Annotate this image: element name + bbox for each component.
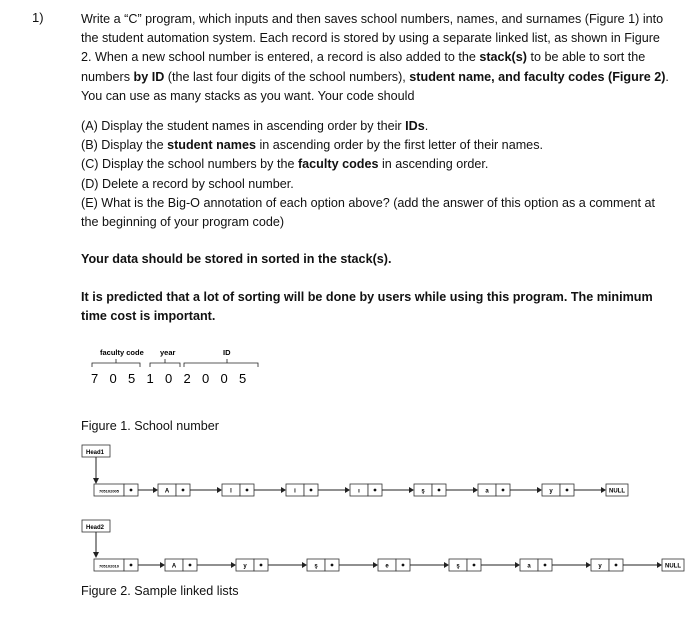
node-link-arrowhead xyxy=(586,562,591,568)
time-cost-note: It is predicted that a lot of sorting will be done by users while using this program. The minimum time cost is important. xyxy=(81,290,653,324)
node-value: ş xyxy=(314,563,318,570)
node-value: 705102010 xyxy=(98,563,120,569)
storage-note: Your data should be stored in sorted in the stack(s). xyxy=(81,252,392,266)
pointer-dot xyxy=(189,564,192,567)
text-run: . You can use as many stacks as you want. Your code should xyxy=(81,69,669,103)
pointer-dot xyxy=(473,564,476,567)
school-number-digits xyxy=(91,371,246,386)
text-run: (D) Delete a record by school number. xyxy=(81,176,294,191)
pointer-dot xyxy=(566,489,569,492)
node-link-arrowhead xyxy=(444,562,449,568)
school-number-digit: 7 xyxy=(91,371,99,386)
node-value: NULL xyxy=(665,563,681,570)
text-run: (A) Display the student names in ascending order by their xyxy=(81,119,406,133)
node-link-arrowhead xyxy=(302,562,307,568)
pointer-dot xyxy=(402,564,405,567)
option-item xyxy=(81,194,671,232)
node-value: ı xyxy=(358,488,360,495)
node-link-arrowhead xyxy=(231,562,236,568)
text-run: in ascending order. xyxy=(378,157,489,172)
node-link-arrowhead xyxy=(281,487,286,493)
year-label: year xyxy=(160,348,176,357)
bold-text-run: student name, and faculty codes (Figure 2) xyxy=(409,69,666,84)
option-item xyxy=(81,117,671,136)
school-number-digit: 2 xyxy=(183,371,191,386)
node-link-arrowhead xyxy=(537,487,542,493)
text-run: in ascending order by the first letter of their names. xyxy=(255,138,543,153)
option-item xyxy=(81,155,671,174)
node-value: l xyxy=(230,488,232,495)
school-number-figure xyxy=(88,343,288,393)
head2-pointer-arrowhead xyxy=(93,552,99,558)
node-link-arrowhead xyxy=(473,487,478,493)
text-run: to be able to sort the numbers xyxy=(81,50,646,84)
bold-text-run: stack(s) xyxy=(479,50,527,65)
text-run: Write a “C” program, which inputs and then saves school numbers, names, and surnames (Figure 1) into the student automation system. Each record is stored by using a separate linked list, as shown in Figure 2. When a new school number is entered, a record is also added to the xyxy=(81,12,664,65)
node-value: i xyxy=(294,488,296,495)
text-run: (C) Display the school numbers by the xyxy=(81,157,298,172)
node-value: NULL xyxy=(609,488,625,495)
school-number-digit: 0 xyxy=(220,371,228,386)
question-intro xyxy=(81,10,671,106)
linked-lists-figure xyxy=(78,442,698,582)
school-number-digit: 0 xyxy=(165,371,173,386)
school-number-digit: 5 xyxy=(239,371,247,386)
figure2-caption: Figure 2. Sample linked lists xyxy=(81,584,239,598)
pointer-dot xyxy=(544,564,547,567)
linked-list-1 xyxy=(94,484,628,496)
options-list xyxy=(81,117,671,232)
bold-text-run: student names xyxy=(167,138,256,153)
figure1-caption: Figure 1. School number xyxy=(81,419,219,433)
node-value: a xyxy=(527,563,531,570)
pointer-dot xyxy=(374,489,377,492)
node-link-arrowhead xyxy=(160,562,165,568)
bold-text-run: IDs xyxy=(405,119,425,133)
node-link-arrowhead xyxy=(153,487,158,493)
head1-label: Head1 xyxy=(86,450,105,456)
node-link-arrowhead xyxy=(217,487,222,493)
faculty-code-label: faculty code xyxy=(100,348,144,357)
option-item xyxy=(81,175,671,194)
id-brace xyxy=(184,359,258,367)
pointer-dot xyxy=(246,489,249,492)
node-value: e xyxy=(385,563,389,570)
head1-pointer-arrowhead xyxy=(93,478,99,484)
school-number-digit: 1 xyxy=(146,371,154,386)
faculty-code-brace xyxy=(92,359,140,367)
node-value: y xyxy=(243,563,247,570)
text-run: (the last four digits of the school numbers), xyxy=(164,69,410,84)
pointer-dot xyxy=(130,489,133,492)
bold-text-run: faculty codes xyxy=(297,157,379,172)
head2-label: Head2 xyxy=(86,525,105,531)
linked-list-2 xyxy=(94,559,684,571)
node-value: ş xyxy=(456,563,460,570)
option-item xyxy=(81,136,671,155)
node-value: a xyxy=(485,488,489,495)
node-value: y xyxy=(549,488,553,495)
pointer-dot xyxy=(502,489,505,492)
node-link-arrowhead xyxy=(373,562,378,568)
id-label: ID xyxy=(223,348,231,357)
node-value: A xyxy=(164,488,170,495)
pointer-dot xyxy=(260,564,263,567)
year-brace xyxy=(150,359,180,367)
text-run: (E) What is the Big-O annotation of each option above? (add the answer of this option as a comment at the beginning of your program code) xyxy=(81,195,656,230)
pointer-dot xyxy=(331,564,334,567)
bold-text-run: by ID xyxy=(133,69,165,84)
school-number-digit: 5 xyxy=(128,371,136,386)
node-link-arrowhead xyxy=(657,562,662,568)
pointer-dot xyxy=(310,489,313,492)
pointer-dot xyxy=(130,564,133,567)
node-link-arrowhead xyxy=(601,487,606,493)
node-link-arrowhead xyxy=(409,487,414,493)
pointer-dot xyxy=(182,489,185,492)
node-value: y xyxy=(598,563,602,570)
school-number-digit: 0 xyxy=(109,371,117,386)
node-link-arrowhead xyxy=(515,562,520,568)
node-value: 705102005 xyxy=(98,488,120,494)
text-run: (B) Display the xyxy=(81,138,168,153)
school-number-digit: 0 xyxy=(202,371,210,386)
question-number: 1) xyxy=(32,10,44,25)
node-value: A xyxy=(171,563,177,570)
node-link-arrowhead xyxy=(345,487,350,493)
node-value: ş xyxy=(421,488,425,495)
pointer-dot xyxy=(438,489,441,492)
pointer-dot xyxy=(615,564,618,567)
text-run: . xyxy=(424,119,429,133)
